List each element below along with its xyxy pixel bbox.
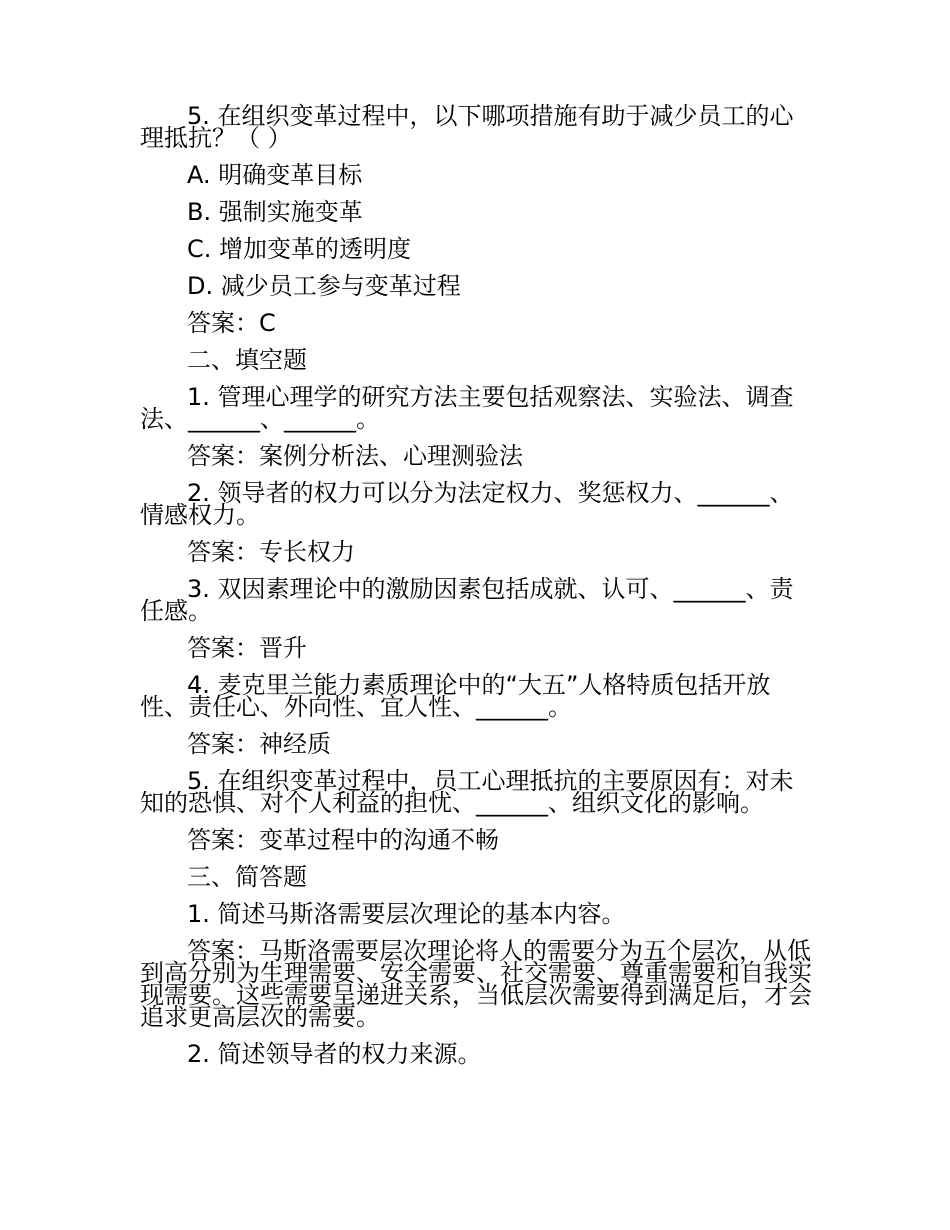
short-question-1: 1. 简述马斯洛需要层次理论的基本内容。 — [187, 900, 626, 928]
short-question-2: 2. 简述领导者的权力来源。 — [187, 1040, 482, 1068]
answer-q5: 答案：C — [187, 309, 276, 337]
fill-question-2: 2. 领导者的权力可以分为法定权力、奖惩权力、______、情感权力。 — [140, 479, 794, 529]
option-c: C. 增加变革的透明度 — [187, 235, 412, 263]
fill-answer-1: 答案：案例分析法、心理测验法 — [187, 442, 523, 470]
option-d: D. 减少员工参与变革过程 — [187, 272, 461, 300]
short-answer-1: 答案：马斯洛需要层次理论将人的需要分为五个层次，从低到高分别为生理需要、安全需要、社交需要、尊重需要和自我实现需要。这些需要呈递进关系，当低层次需要得到满足后，才会追求更高层次的需要。 — [140, 937, 812, 1031]
fill-question-5: 5. 在组织变革过程中，员工心理抵抗的主要原因有：对未知的恐惧、对个人利益的担忧、______、组织文化的影响。 — [140, 767, 794, 817]
option-b: B. 强制实施变革 — [187, 198, 363, 226]
fill-answer-5: 答案：变革过程中的沟通不畅 — [187, 826, 499, 854]
fill-question-4: 4. 麦克里兰能力素质理论中的“大五”人格特质包括开放性、责任心、外向性、宜人性、______。 — [140, 671, 771, 721]
question-5-stem: 5. 在组织变革过程中，以下哪项措施有助于减少员工的心理抵抗？（ ） — [140, 102, 794, 152]
fill-answer-2: 答案：专长权力 — [187, 538, 355, 566]
fill-question-3: 3. 双因素理论中的激励因素包括成就、认可、______、责任感。 — [140, 575, 794, 625]
section-heading-short-answer: 三、简答题 — [187, 863, 307, 891]
document-page — [140, 102, 812, 1080]
section-heading-fill-in: 二、填空题 — [187, 346, 307, 374]
fill-question-1: 1. 管理心理学的研究方法主要包括观察法、实验法、调查法、______、______。 — [140, 383, 794, 433]
fill-answer-3: 答案：晋升 — [187, 634, 307, 662]
fill-answer-4: 答案：神经质 — [187, 730, 331, 758]
option-a: A. 明确变革目标 — [187, 161, 363, 189]
